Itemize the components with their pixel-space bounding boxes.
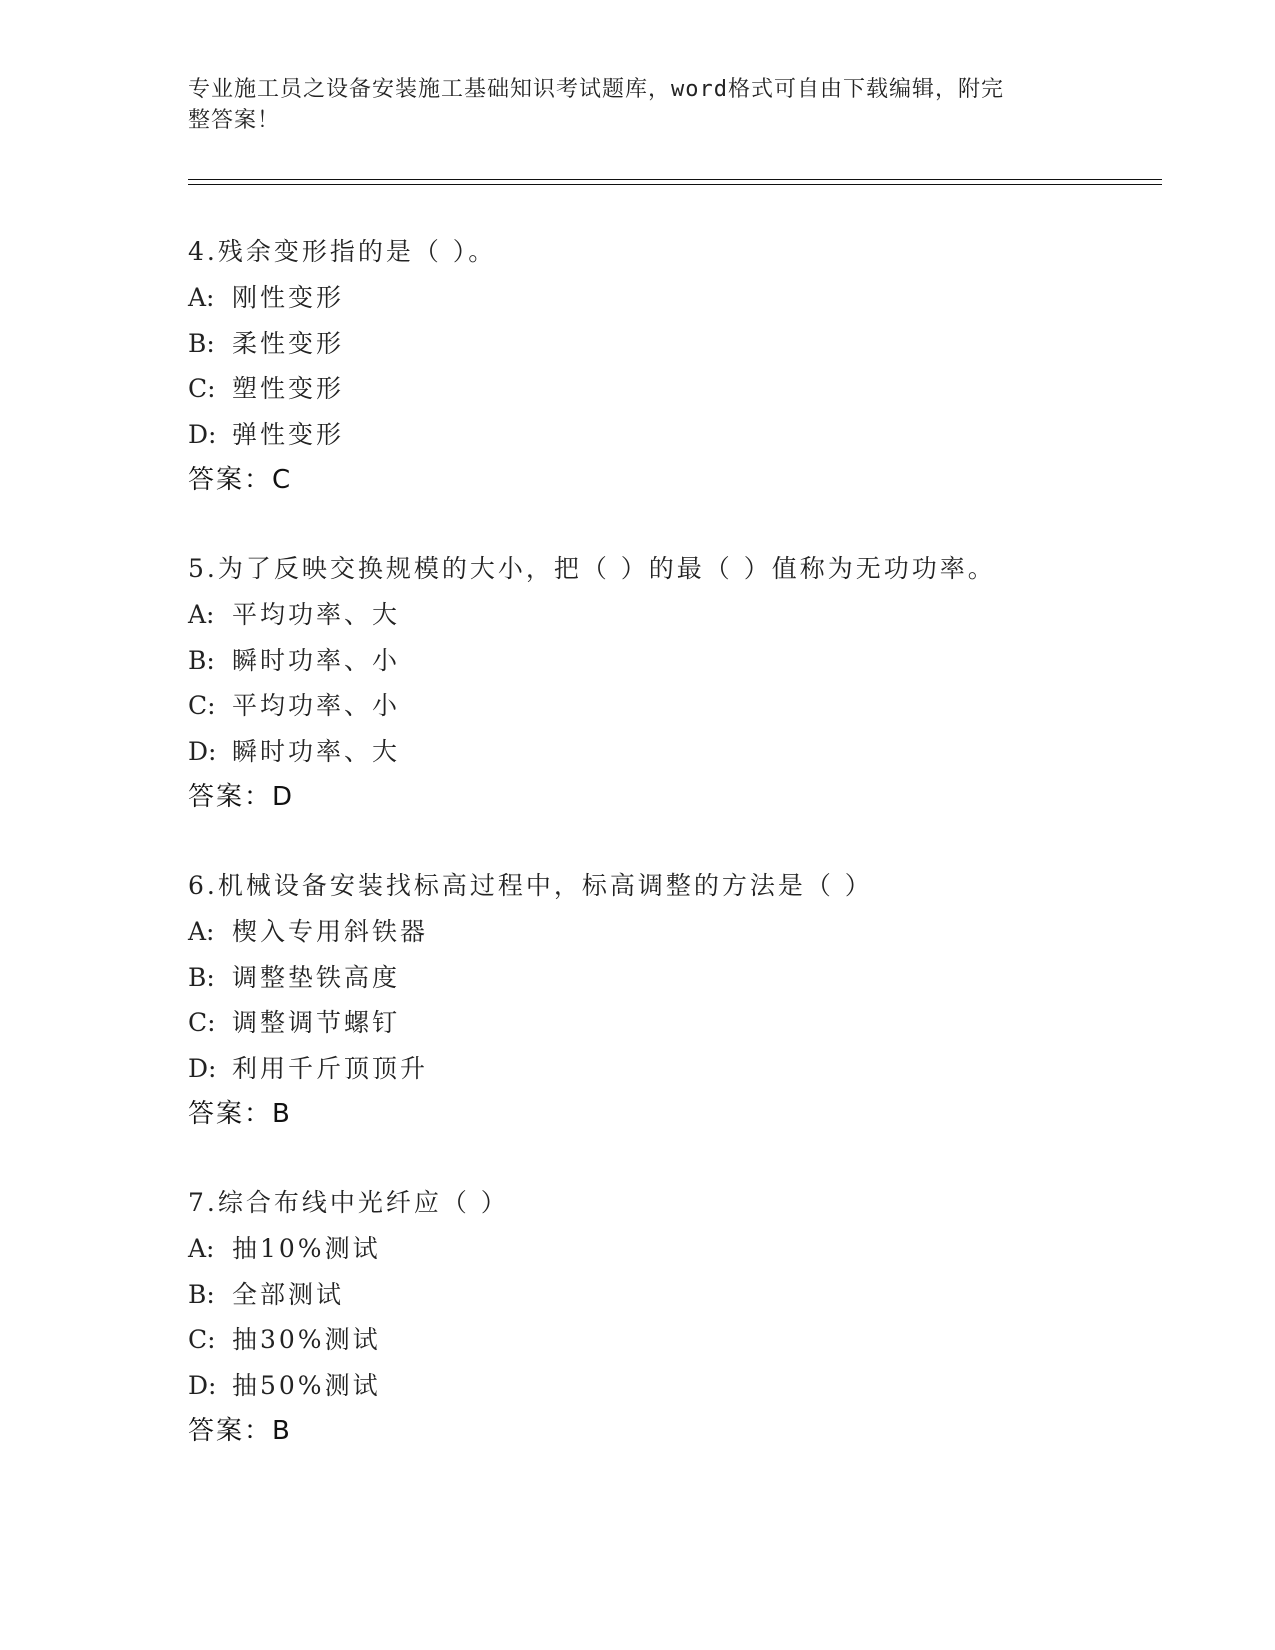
option-text: 柔性变形 [232, 328, 345, 358]
option-d [188, 1363, 1148, 1409]
answer-line: 答案：D [188, 781, 295, 812]
option-text: 平均功率、小 [232, 691, 401, 721]
option-letter: D: [188, 737, 217, 767]
option-letter: B: [188, 645, 215, 675]
question-stem: 4.残余变形指的是（ ）。 [188, 237, 497, 266]
option-letter: B: [188, 962, 215, 992]
option-c [188, 366, 1148, 412]
header-line-2: 整答案！ [188, 108, 281, 133]
option-letter: B: [188, 1279, 215, 1309]
answer-line: 答案：B [188, 1415, 292, 1446]
header-line-1: 专业施工员之设备安装施工基础知识考试题库，word格式可自由下载编辑，附完 [188, 77, 1004, 102]
option-text: 抽50%测试 [232, 1371, 381, 1401]
question-stem: 6.机械设备安装找标高过程中，标高调整的方法是（ ） [188, 871, 873, 900]
answer-line: 答案：C [188, 464, 293, 495]
option-letter: D: [188, 420, 217, 450]
option-d [188, 412, 1148, 458]
option-letter: C: [188, 1325, 216, 1355]
option-text: 调整调节螺钉 [232, 1008, 401, 1038]
option-text: 楔入专用斜铁器 [232, 916, 429, 946]
option-b [188, 955, 1148, 1001]
document-header [188, 74, 1068, 136]
question-block [188, 229, 1148, 504]
option-a [188, 1226, 1148, 1272]
question-stem: 7.综合布线中光纤应（ ） [188, 1188, 509, 1217]
option-c [188, 1000, 1148, 1046]
option-text: 塑性变形 [232, 374, 345, 404]
option-text: 调整垫铁高度 [232, 962, 401, 992]
option-text: 抽10%测试 [232, 1233, 381, 1263]
option-letter: A: [188, 1233, 215, 1263]
option-text: 利用千斤顶顶升 [232, 1054, 429, 1084]
option-text: 刚性变形 [232, 282, 345, 312]
option-letter: C: [188, 691, 216, 721]
option-text: 瞬时功率、大 [232, 737, 401, 767]
option-a [188, 275, 1148, 321]
option-text: 弹性变形 [232, 420, 345, 450]
header-divider-top [188, 179, 1162, 180]
option-letter: A: [188, 282, 215, 312]
option-d [188, 729, 1148, 775]
option-letter: C: [188, 374, 216, 404]
question-block [188, 546, 1148, 821]
option-c [188, 1317, 1148, 1363]
question-block [188, 863, 1148, 1138]
option-c [188, 683, 1148, 729]
answer-line: 答案：B [188, 1098, 292, 1129]
option-letter: A: [188, 916, 215, 946]
option-a [188, 592, 1148, 638]
option-text: 平均功率、大 [232, 599, 401, 629]
option-b [188, 1272, 1148, 1318]
option-b [188, 321, 1148, 367]
option-letter: D: [188, 1371, 217, 1401]
option-text: 抽30%测试 [232, 1325, 381, 1355]
header-divider-bottom [188, 184, 1162, 185]
option-letter: B: [188, 328, 215, 358]
question-stem: 5.为了反映交换规模的大小，把（ ）的最（ ）值称为无功功率。 [188, 554, 996, 583]
option-letter: A: [188, 599, 215, 629]
question-block [188, 1180, 1148, 1455]
option-text: 全部测试 [232, 1279, 345, 1309]
option-b [188, 638, 1148, 684]
option-text: 瞬时功率、小 [232, 645, 401, 675]
option-d [188, 1046, 1148, 1092]
option-letter: C: [188, 1008, 216, 1038]
option-letter: D: [188, 1054, 217, 1084]
option-a [188, 909, 1148, 955]
